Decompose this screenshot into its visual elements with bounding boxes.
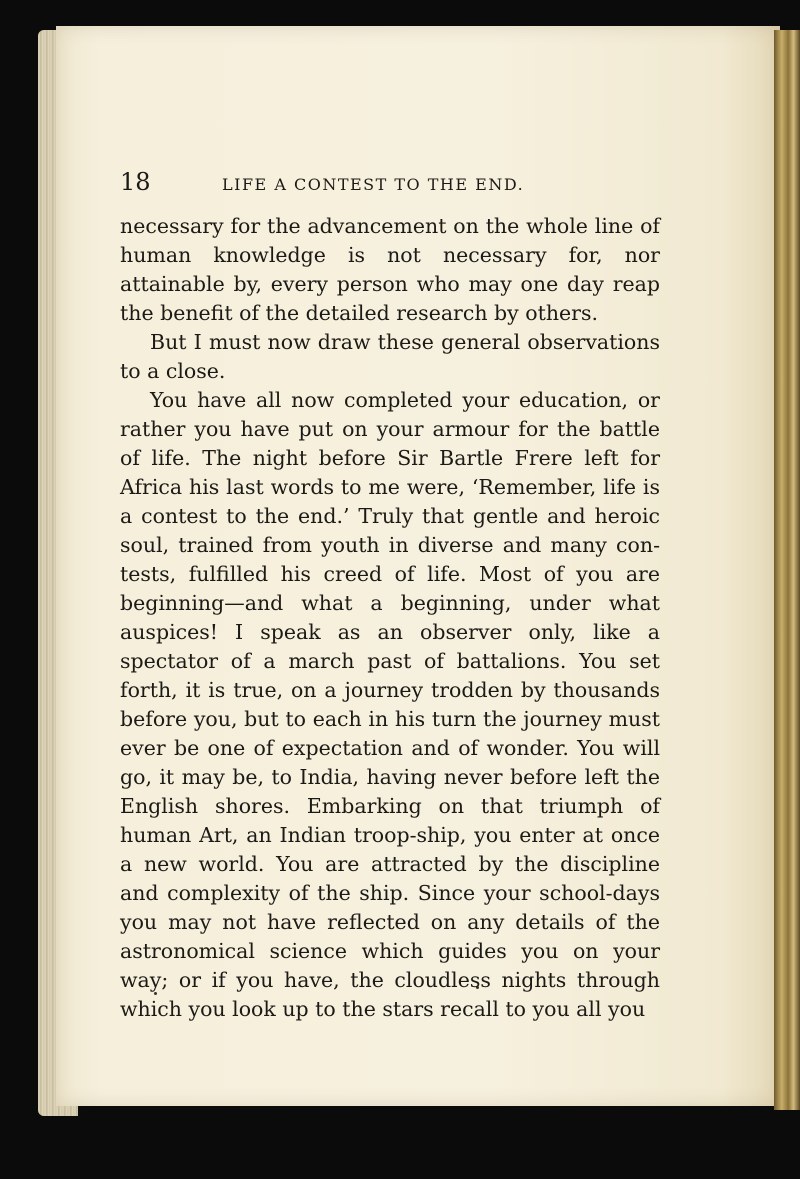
running-title: LIFE A CONTEST TO THE END. [222,175,525,194]
paragraph: But I must now draw these general observations to a close. [120,330,660,383]
body-text [120,212,660,1024]
page-content [120,168,660,1024]
page-number: 18 [120,168,151,196]
running-head [120,168,660,200]
paragraph: necessary for the advancement on the whole line of human knowledge is not necessary for, nor attainable by, every person who may one day reap the benefit of the detailed research by others. [120,214,660,325]
paragraph: You have all now completed your education, or rather you have put on your armour for the battle of life. The night before Sir Bartle Frere left for Africa his last words to me were, ‘Remember, life is a contest to the end.’ Truly that gentle and heroic soul, trained from youth in diverse and many con-tests, fulfilled his creed of life. Most of you are beginning—and what a beginning, under what auspices! I speak as an observer only, like a spectator of a march past of battalions. You set forth, it is true, on a journey trodden by thousands before you, but to each in his turn the journey must ever be one of expectation and of wonder. You will go, it may be, to India, having never before left the English shores. Embarking on that triumph of human Art, an Indian troop-ship, you enter at once a new world. You are attracted by the discipline and complexity of the ship. Since your school-days you may not have reflected on any details of the astronomical science which guides you on your way; or if you have, the cloudless nights through which you look up to the stars recall to you all you [120,388,660,1021]
gilt-page-edge [774,30,800,1110]
